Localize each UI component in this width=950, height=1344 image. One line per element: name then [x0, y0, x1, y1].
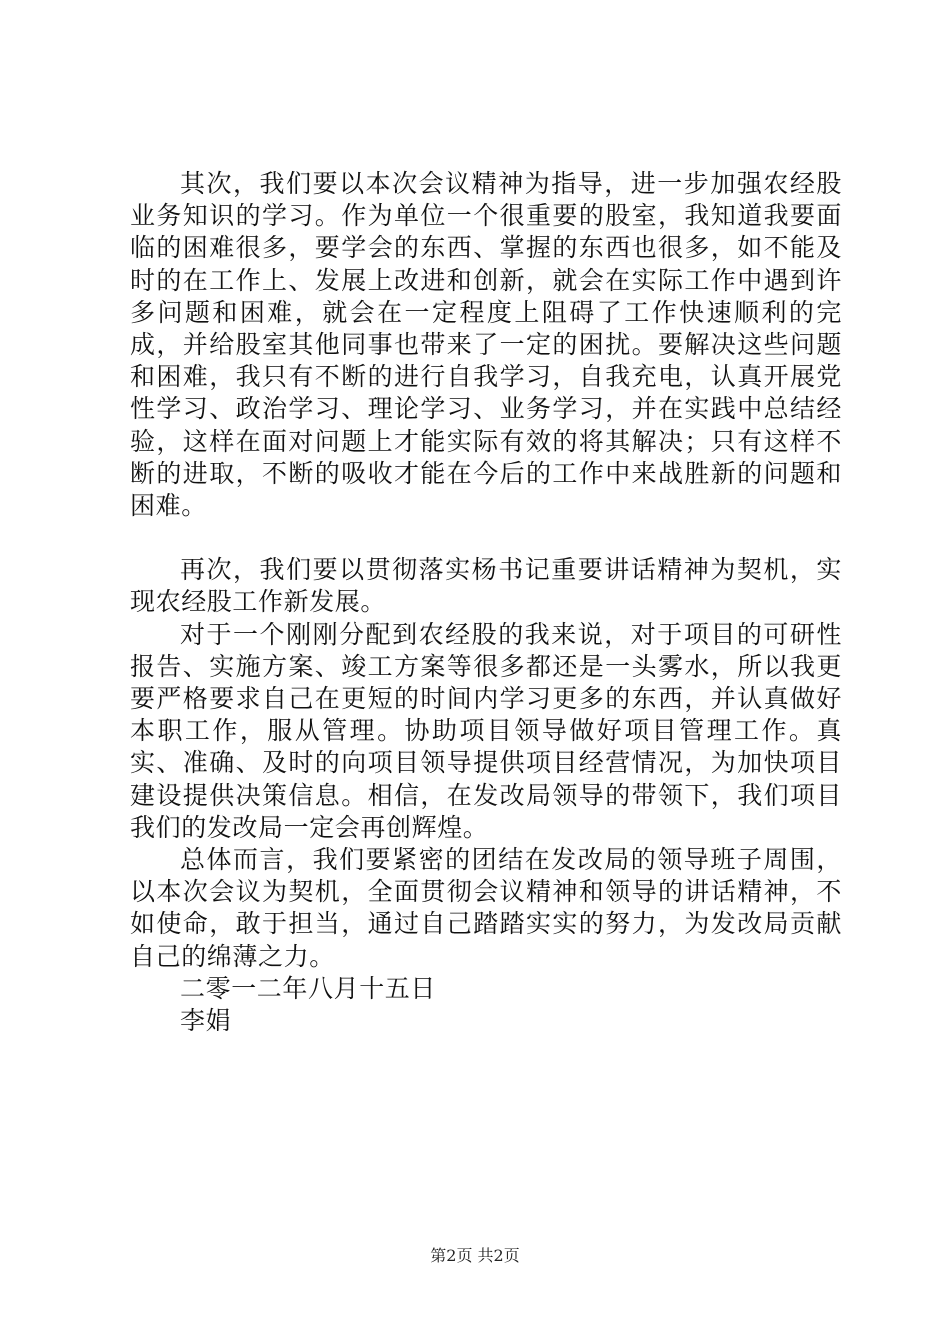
paragraph-work: 对于一个刚刚分配到农经股的我来说，对于项目的可研性报告、实施方案、竣工方案等很多都还是一头雾水，所以我更要严格要求自己在更短的时间内学习更多的东西，并认真做好本职工作，服从管理。协助项目领导做好项目管理工作。真实、准确、及时的向项目领导提供项目经营情况，为加快项目建设提供决策信息。相信，在发改局领导的带领下，我们项目我们的发改局一定会再创辉煌。: [130, 619, 842, 842]
document-body: [130, 168, 842, 1037]
paragraph-summary: 总体而言，我们要紧密的团结在发改局的领导班子周围，以本次会议为契机，全面贯彻会议精神和领导的讲话精神，不如使命，敢于担当，通过自己踏踏实实的努力，为发改局贡献自己的绵薄之力。: [130, 845, 842, 971]
page-indicator: 第2页 共2页: [430, 1246, 520, 1265]
paragraph-study: 其次，我们要以本次会议精神为指导，进一步加强农经股业务知识的学习。作为单位一个很重要的股室，我知道我要面临的困难很多，要学会的东西、掌握的东西也很多，如不能及时的在工作上、发展上改进和创新，就会在实际工作中遇到许多问题和困难，就会在一定程度上阻碍了工作快速顺利的完成，并给股室其他同事也带来了一定的困扰。要解决这些问题和困难，我只有不断的进行自我学习，自我充电，认真开展党性学习、政治学习、理论学习、业务学习，并在实践中总结经验，这样在面对问题上才能实际有效的将其解决；只有这样不断的进取，不断的吸收才能在今后的工作中来战胜新的问题和困难。: [130, 169, 842, 521]
document-author: 李娟: [180, 1006, 232, 1036]
document-date: 二零一二年八月十五日: [180, 973, 437, 1003]
paragraph-development: 再次，我们要以贯彻落实杨书记重要讲话精神为契机，实现农经股工作新发展。: [130, 555, 842, 617]
